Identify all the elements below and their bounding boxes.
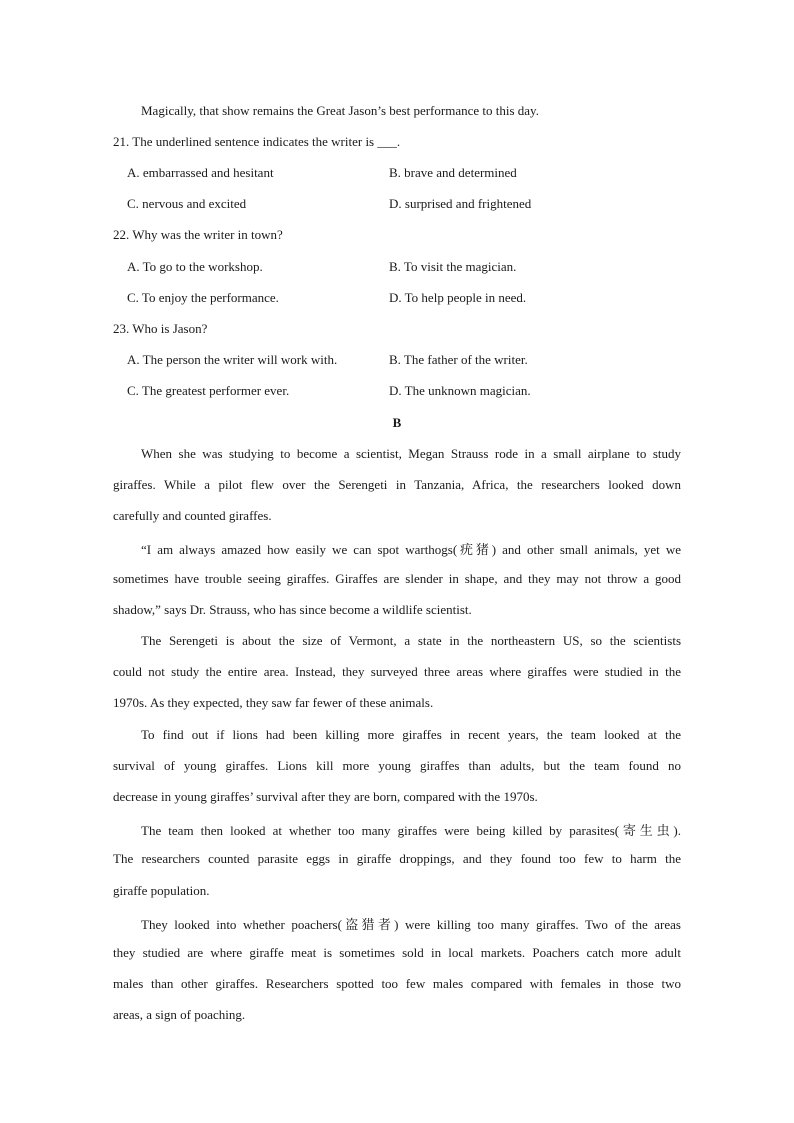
question-22-option-d: D. To help people in need.: [389, 290, 527, 305]
section-b-heading: B: [392, 415, 402, 430]
question-23-option-a: A. The person the writer will work with.: [127, 352, 338, 367]
paragraph-line: decrease in young giraffes’ survival after they are born, compared with the 1970s.: [113, 789, 538, 804]
question-21-stem: 21. The underlined sentence indicates the writer is ___.: [113, 134, 401, 149]
paragraph-line: The Serengeti is about the size of Vermont, a state in the northeastern US, so the scientists: [141, 633, 681, 648]
paragraph-line: they studied are where giraffe meat is sometimes sold in local markets. Poachers catch more adult: [113, 945, 681, 960]
paragraph-line: males than other giraffes. Researchers spotted too few males compared with females in those two: [113, 976, 681, 991]
paragraph-line: sometimes have trouble seeing giraffes. Giraffes are slender in shape, and they may not throw a good: [113, 571, 681, 586]
paragraph-line: The team then looked at whether too many giraffes were being killed by parasites(寄生虫).: [141, 823, 681, 838]
paragraph-line: giraffe population.: [113, 883, 210, 898]
question-22-option-b: B. To visit the magician.: [389, 259, 517, 274]
question-21-option-d: D. surprised and frightened: [389, 196, 532, 211]
paragraph-line: When she was studying to become a scientist, Megan Strauss rode in a small airplane to study: [141, 446, 681, 461]
paragraph-line: survival of young giraffes. Lions kill more young giraffes than adults, but the team found no: [113, 758, 681, 773]
paragraph-line: To find out if lions had been killing more giraffes in recent years, the team looked at the: [141, 727, 681, 742]
paragraph-line: giraffes. While a pilot flew over the Serengeti in Tanzania, Africa, the researchers looked down: [113, 477, 681, 492]
paragraph-line: shadow,” says Dr. Strauss, who has since become a wildlife scientist.: [113, 602, 472, 617]
paragraph-line: “I am always amazed how easily we can spot warthogs(疣猪) and other small animals, yet we: [141, 542, 681, 557]
paragraph-line: The researchers counted parasite eggs in giraffe droppings, and they found too few to harm the: [113, 851, 681, 866]
question-22-stem: 22. Why was the writer in town?: [113, 227, 283, 242]
question-22-option-c: C. To enjoy the performance.: [127, 290, 279, 305]
question-23-stem: 23. Who is Jason?: [113, 321, 208, 336]
question-21-option-b: B. brave and determined: [389, 165, 517, 180]
question-21-option-a: A. embarrassed and hesitant: [127, 165, 274, 180]
question-23-option-d: D. The unknown magician.: [389, 383, 531, 398]
paragraph-line: carefully and counted giraffes.: [113, 508, 272, 523]
passage-a-closing-line: Magically, that show remains the Great Jason’s best performance to this day.: [141, 103, 539, 118]
question-23-option-b: B. The father of the writer.: [389, 352, 528, 367]
paragraph-line: areas, a sign of poaching.: [113, 1007, 246, 1022]
paragraph-line: 1970s. As they expected, they saw far fewer of these animals.: [113, 695, 434, 710]
paragraph-line: could not study the entire area. Instead, they surveyed three areas where giraffes were studied in the: [113, 664, 681, 679]
question-23-option-c: C. The greatest performer ever.: [127, 383, 290, 398]
paragraph-line: They looked into whether poachers(盗猎者) were killing too many giraffes. Two of the areas: [141, 917, 681, 932]
question-21-option-c: C. nervous and excited: [127, 196, 247, 211]
question-22-option-a: A. To go to the workshop.: [127, 259, 263, 274]
